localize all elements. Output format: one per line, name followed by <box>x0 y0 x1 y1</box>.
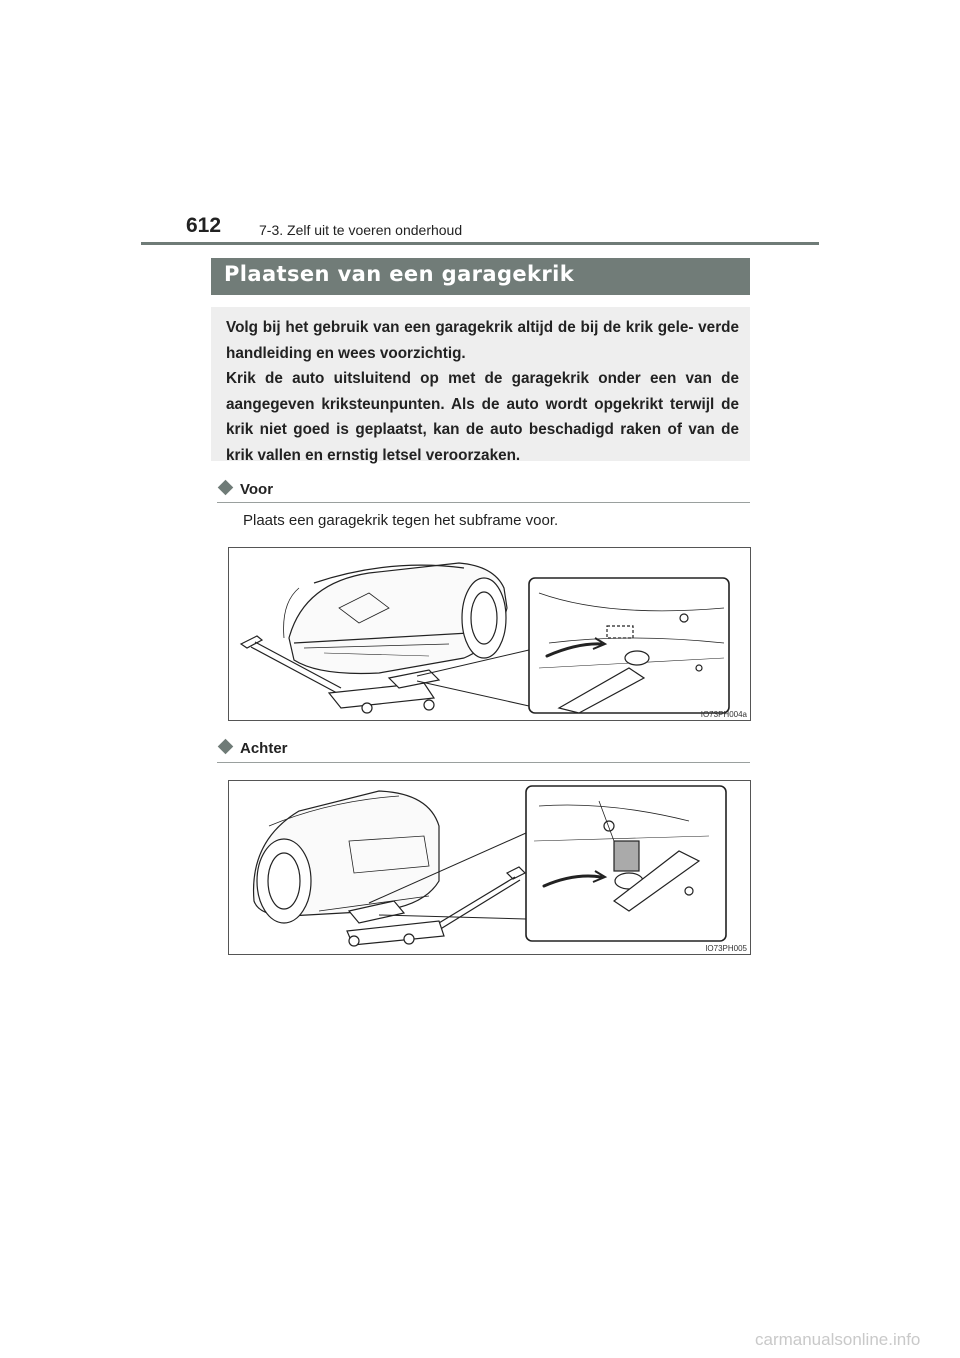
front-jack-illustration <box>229 548 750 720</box>
intro-paragraph-2: Krik de auto uitsluitend op met de garagekrik onder een van de aangegeven kriksteunpunten. Als de auto wordt opgekrikt terwijl de krik niet goed is geplaatst, kan de auto beschadigd raken of van de krik vallen en ernstig letsel veroorzaken. <box>226 370 739 464</box>
intro-paragraph-1: Volg bij het gebruik van een garagekrik altijd de bij de krik gele- verde handleiding en wees voorzichtig. <box>226 319 739 362</box>
title-band <box>211 258 750 295</box>
front-figure-code: IO73PH004a <box>700 710 747 719</box>
page-title: Plaatsen van een garagekrik <box>224 262 575 286</box>
rear-heading-divider <box>217 762 750 763</box>
rear-heading <box>220 740 288 757</box>
page-number: 612 <box>186 214 222 237</box>
diamond-bullet-icon <box>218 739 234 755</box>
front-jack-figure <box>228 547 751 721</box>
front-heading-label: Voor <box>240 481 274 498</box>
rear-jack-illustration <box>229 781 750 954</box>
front-heading-divider <box>217 502 750 503</box>
header-divider <box>141 242 819 245</box>
rear-figure-code: IO73PH005 <box>705 944 747 953</box>
diamond-bullet-icon <box>218 480 234 496</box>
front-instruction: Plaats een garagekrik tegen het subframe voor. <box>243 512 559 529</box>
intro-box <box>211 307 750 464</box>
section-header: 7-3. Zelf uit te voeren onderhoud <box>259 222 463 238</box>
front-heading <box>220 481 273 498</box>
rear-jack-figure <box>228 780 751 955</box>
watermark: carmanualsonline.info <box>755 1330 921 1349</box>
rear-heading-label: Achter <box>240 740 288 757</box>
